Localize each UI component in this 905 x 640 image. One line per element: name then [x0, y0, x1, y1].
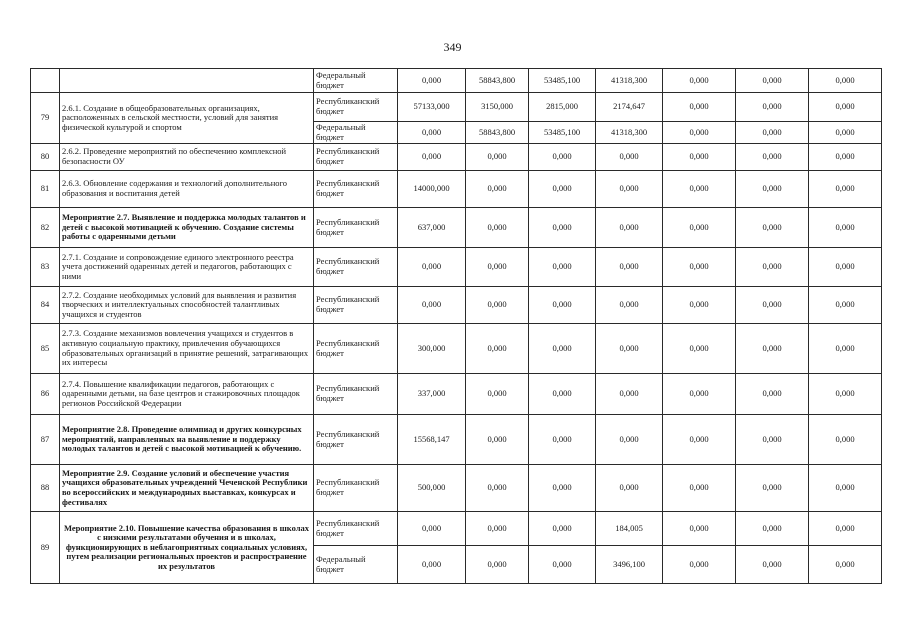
amount-cell: 41318,300 [596, 69, 663, 93]
amount-cell: 0,000 [466, 144, 529, 171]
table-row [31, 208, 882, 248]
amount-cell: 0,000 [663, 208, 736, 248]
row-description: Мероприятие 2.7. Выявление и поддержка молодых талантов и детей с высокой мотивацией к обучению. Создание системы работы с одаренными детьми [60, 208, 314, 248]
table-row [31, 512, 882, 546]
amount-cell: 0,000 [809, 208, 882, 248]
row-number: 84 [31, 287, 60, 324]
amount-cell: 0,000 [809, 415, 882, 465]
amount-cell: 41318,300 [596, 122, 663, 144]
amount-cell: 0,000 [736, 122, 809, 144]
amount-cell: 0,000 [529, 546, 596, 584]
row-number: 86 [31, 374, 60, 415]
funding-source: Республиканский бюджет [314, 374, 398, 415]
amount-cell: 0,000 [466, 465, 529, 512]
row-description: 2.6.1. Создание в общеобразовательных организациях, расположенных в сельской местности, условий для занятия физической культурой и спортом [60, 93, 314, 144]
amount-cell: 0,000 [398, 144, 466, 171]
amount-cell: 0,000 [663, 171, 736, 208]
amount-cell: 0,000 [809, 374, 882, 415]
amount-cell: 0,000 [398, 248, 466, 287]
amount-cell: 0,000 [529, 287, 596, 324]
amount-cell: 0,000 [529, 465, 596, 512]
funding-source: Республиканский бюджет [314, 465, 398, 512]
amount-cell: 0,000 [529, 248, 596, 287]
row-description: 2.7.2. Создание необходимых условий для выявления и развития творческих и интеллектуальных способностей талантливых учащихся и студентов [60, 287, 314, 324]
row-number: 81 [31, 171, 60, 208]
amount-cell: 0,000 [466, 171, 529, 208]
table-row [31, 465, 882, 512]
row-description: Мероприятие 2.9. Создание условий и обеспечение участия учащихся образовательных учреждений Чеченской Республики во всероссийских и международных выставках, конкурсах и фестивалях [60, 465, 314, 512]
amount-cell: 0,000 [529, 512, 596, 546]
funding-source: Республиканский бюджет [314, 144, 398, 171]
amount-cell: 0,000 [596, 208, 663, 248]
row-number: 88 [31, 465, 60, 512]
amount-cell: 0,000 [398, 69, 466, 93]
row-number: 79 [31, 93, 60, 144]
amount-cell: 0,000 [466, 287, 529, 324]
funding-source: Республиканский бюджет [314, 415, 398, 465]
amount-cell: 53485,100 [529, 69, 596, 93]
amount-cell: 0,000 [809, 465, 882, 512]
amount-cell: 0,000 [466, 248, 529, 287]
amount-cell: 58843,800 [466, 69, 529, 93]
row-description: 2.6.3. Обновление содержания и технологий дополнительного образования и воспитания детей [60, 171, 314, 208]
table-row [31, 324, 882, 374]
amount-cell: 0,000 [736, 324, 809, 374]
table-row [31, 144, 882, 171]
amount-cell: 300,000 [398, 324, 466, 374]
funding-source: Республиканский бюджет [314, 512, 398, 546]
funding-source: Республиканский бюджет [314, 248, 398, 287]
amount-cell: 0,000 [398, 122, 466, 144]
amount-cell: 0,000 [596, 374, 663, 415]
amount-cell: 0,000 [398, 287, 466, 324]
amount-cell: 0,000 [663, 324, 736, 374]
table-row [31, 248, 882, 287]
amount-cell: 0,000 [809, 324, 882, 374]
table-row [31, 171, 882, 208]
amount-cell: 58843,800 [466, 122, 529, 144]
funding-source: Республиканский бюджет [314, 93, 398, 122]
funding-source: Республиканский бюджет [314, 324, 398, 374]
amount-cell: 500,000 [398, 465, 466, 512]
table-row [31, 69, 882, 93]
table-body [31, 69, 882, 584]
row-description: 2.6.2. Проведение мероприятий по обеспечению комплексной безопасности ОУ [60, 144, 314, 171]
amount-cell: 637,000 [398, 208, 466, 248]
row-description: 2.7.1. Создание и сопровождение единого электронного реестра учета достижений одаренных детей и педагогов, работающих с ними [60, 248, 314, 287]
amount-cell: 0,000 [663, 93, 736, 122]
amount-cell: 0,000 [596, 144, 663, 171]
amount-cell: 0,000 [529, 171, 596, 208]
amount-cell: 0,000 [809, 248, 882, 287]
table-row [31, 415, 882, 465]
row-number: 82 [31, 208, 60, 248]
amount-cell: 0,000 [596, 248, 663, 287]
amount-cell: 53485,100 [529, 122, 596, 144]
amount-cell: 0,000 [663, 248, 736, 287]
row-description: 2.7.4. Повышение квалификации педагогов, работающих с одаренными детьми, на базе центров и стажировочных площадок регионов Российской Федерации [60, 374, 314, 415]
amount-cell: 0,000 [736, 374, 809, 415]
amount-cell: 0,000 [663, 287, 736, 324]
row-number: 89 [31, 512, 60, 584]
amount-cell: 0,000 [736, 208, 809, 248]
amount-cell: 0,000 [529, 208, 596, 248]
amount-cell: 0,000 [663, 374, 736, 415]
amount-cell: 0,000 [596, 287, 663, 324]
budget-table [30, 68, 882, 584]
amount-cell: 0,000 [663, 546, 736, 584]
amount-cell: 0,000 [736, 512, 809, 546]
amount-cell: 0,000 [663, 512, 736, 546]
row-description: Мероприятие 2.10. Повышение качества образования в школах с низкими результатами обучения и в школах, функционирующих в неблагоприятных социальных условиях, путем реализации региональных проектов и распространение их результатов [60, 512, 314, 584]
amount-cell: 0,000 [736, 93, 809, 122]
table-row [31, 374, 882, 415]
table-row [31, 93, 882, 122]
amount-cell: 0,000 [736, 171, 809, 208]
amount-cell: 0,000 [663, 144, 736, 171]
row-description [60, 69, 314, 93]
row-number: 87 [31, 415, 60, 465]
funding-source: Федеральный бюджет [314, 69, 398, 93]
amount-cell: 0,000 [736, 415, 809, 465]
funding-source: Федеральный бюджет [314, 122, 398, 144]
amount-cell: 0,000 [809, 287, 882, 324]
amount-cell: 14000,000 [398, 171, 466, 208]
row-description: 2.7.3. Создание механизмов вовлечения учащихся и студентов в активную социальную практику, привлечения обучающихся образовательных организаций в принятие решений, затрагивающих их интересы [60, 324, 314, 374]
amount-cell: 0,000 [809, 93, 882, 122]
amount-cell: 0,000 [596, 324, 663, 374]
amount-cell: 0,000 [398, 512, 466, 546]
amount-cell: 0,000 [466, 546, 529, 584]
amount-cell: 0,000 [809, 546, 882, 584]
amount-cell: 0,000 [809, 122, 882, 144]
row-number: 85 [31, 324, 60, 374]
amount-cell: 15568,147 [398, 415, 466, 465]
amount-cell: 0,000 [596, 415, 663, 465]
amount-cell: 0,000 [809, 171, 882, 208]
amount-cell: 0,000 [466, 208, 529, 248]
amount-cell: 0,000 [736, 287, 809, 324]
amount-cell: 0,000 [466, 415, 529, 465]
row-number: 80 [31, 144, 60, 171]
amount-cell: 0,000 [596, 171, 663, 208]
amount-cell: 0,000 [809, 69, 882, 93]
amount-cell: 0,000 [736, 144, 809, 171]
amount-cell: 0,000 [809, 512, 882, 546]
amount-cell: 0,000 [736, 465, 809, 512]
funding-source: Республиканский бюджет [314, 287, 398, 324]
amount-cell: 0,000 [596, 465, 663, 512]
amount-cell: 2815,000 [529, 93, 596, 122]
funding-source: Федеральный бюджет [314, 546, 398, 584]
amount-cell: 0,000 [736, 546, 809, 584]
amount-cell: 0,000 [466, 512, 529, 546]
amount-cell: 0,000 [663, 415, 736, 465]
amount-cell: 337,000 [398, 374, 466, 415]
row-number: 83 [31, 248, 60, 287]
amount-cell: 0,000 [736, 69, 809, 93]
amount-cell: 0,000 [736, 248, 809, 287]
page-number: 349 [443, 40, 462, 54]
amount-cell: 0,000 [466, 374, 529, 415]
amount-cell: 0,000 [809, 144, 882, 171]
amount-cell: 0,000 [529, 144, 596, 171]
amount-cell: 0,000 [529, 374, 596, 415]
amount-cell: 57133,000 [398, 93, 466, 122]
amount-cell: 2174,647 [596, 93, 663, 122]
row-description: Мероприятие 2.8. Проведение олимпиад и других конкурсных мероприятий, направленных на выявление и поддержку молодых талантов и детей с высокой мотивацией к обучению. [60, 415, 314, 465]
amount-cell: 0,000 [663, 69, 736, 93]
amount-cell: 0,000 [529, 415, 596, 465]
amount-cell: 184,005 [596, 512, 663, 546]
table-row [31, 287, 882, 324]
amount-cell: 0,000 [663, 465, 736, 512]
amount-cell: 0,000 [663, 122, 736, 144]
amount-cell: 0,000 [398, 546, 466, 584]
row-number [31, 69, 60, 93]
amount-cell: 3150,000 [466, 93, 529, 122]
funding-source: Республиканский бюджет [314, 171, 398, 208]
funding-source: Республиканский бюджет [314, 208, 398, 248]
amount-cell: 3496,100 [596, 546, 663, 584]
amount-cell: 0,000 [466, 324, 529, 374]
amount-cell: 0,000 [529, 324, 596, 374]
